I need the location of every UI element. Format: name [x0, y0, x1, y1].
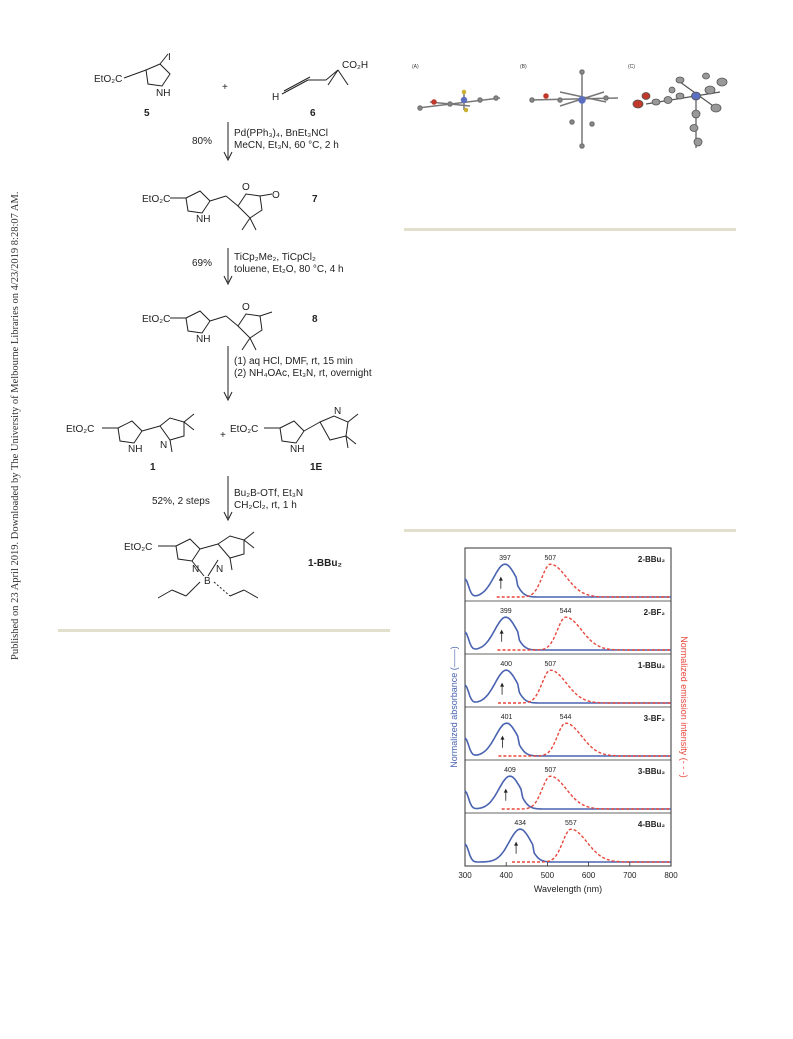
pyrroline-ring-1e — [320, 416, 348, 440]
compound-name-label: 2-BF₂ — [643, 608, 665, 617]
product-n1: N — [192, 564, 200, 575]
y-axis-left-label: Normalized absorbance (——) — [449, 646, 459, 768]
absorbance-curve — [465, 564, 671, 597]
step2-reagents: TiCp₂Me₂, TiCpCl₂ — [234, 252, 316, 263]
panel-c-label: (C) — [628, 64, 635, 70]
c1-group: EtO₂C — [66, 424, 95, 435]
c5-iodo: I — [168, 52, 171, 63]
synthesis-scheme — [58, 50, 398, 640]
panel-a-label: (A) — [412, 64, 419, 70]
x-axis-label: Wavelength (nm) — [533, 884, 603, 894]
furan-ring-8 — [238, 314, 262, 338]
c8-ring-o: O — [242, 302, 250, 313]
step1-conditions: MeCN, Et₃N, 60 °C, 2 h — [234, 140, 339, 151]
c5-group: EtO₂C — [94, 74, 123, 85]
spectrum-panel — [465, 654, 671, 703]
scheme-svg — [58, 50, 398, 640]
compound-name-label: 3-BBu₂ — [637, 767, 665, 776]
chart-panels — [465, 555, 671, 862]
side-note-svg — [0, 0, 30, 1039]
label-1: 1 — [150, 462, 156, 473]
c1-nh: NH — [128, 444, 143, 455]
x-tick-label: 800 — [664, 871, 678, 880]
absorbance-curve — [465, 617, 671, 650]
compound-name-label: 2-BBu₂ — [637, 555, 665, 564]
spectrum-panel — [465, 707, 671, 756]
side-note-text: Published on 23 April 2019. Downloaded by The University of Melbourne Libraries on 4/23/2019 8:28:07 AM. — [10, 191, 21, 660]
label-7: 7 — [312, 194, 318, 205]
step4-conditions: CH₂Cl₂, rt, 1 h — [234, 500, 297, 511]
step1-reagents: Pd(PPh₃)₄, BnEt₃NCl — [234, 128, 328, 139]
step3-line2: (2) NH₄OAc, Et₃N, rt, overnight — [234, 368, 372, 379]
em-peak-label: 557 — [565, 820, 577, 828]
crystal-structures — [410, 62, 735, 162]
crystal-structure-b — [530, 70, 618, 148]
pyrrole-ring-8 — [186, 311, 210, 333]
excitation-arrowhead — [500, 736, 504, 740]
download-side-note — [0, 0, 30, 1039]
c6-acid: CO₂H — [342, 60, 369, 71]
spectrum-panel — [465, 813, 671, 862]
spectrum-panel — [465, 760, 671, 809]
absorbance-curve — [465, 723, 671, 756]
absorbance-curve — [465, 829, 671, 862]
c1e-group: EtO₂C — [230, 424, 259, 435]
absorbance-curve — [465, 776, 671, 809]
separator-crystal — [404, 228, 736, 231]
pyrroline-ring-1 — [160, 418, 184, 440]
c7-nh: NH — [196, 214, 211, 225]
em-peak-label: 507 — [544, 767, 557, 775]
step1-yield: 80% — [192, 136, 213, 147]
c6-h: H — [272, 92, 280, 103]
x-tick-label: 300 — [458, 871, 472, 880]
label-5: 5 — [144, 108, 150, 119]
separator-spectra — [404, 529, 736, 532]
excitation-arrowhead — [500, 683, 504, 687]
pyrroline-ring-product — [218, 536, 244, 558]
step3-line1: (1) aq HCl, DMF, rt, 15 min — [234, 356, 353, 367]
c1e-nh: NH — [290, 444, 305, 455]
compound-name-label: 4-BBu₂ — [637, 820, 665, 829]
em-peak-label: 544 — [559, 608, 572, 616]
c8-group: EtO₂C — [142, 314, 171, 325]
abs-peak-label: 397 — [499, 555, 511, 563]
product-b: B — [204, 576, 211, 587]
x-tick-label: 600 — [581, 871, 596, 880]
crystal-structure-a — [418, 91, 500, 112]
abs-peak-label: 434 — [514, 820, 527, 828]
em-peak-label: 507 — [544, 555, 557, 563]
x-tick-label: 700 — [623, 871, 637, 880]
c1-n: N — [160, 440, 168, 451]
emission-curve — [512, 829, 670, 862]
c7-group: EtO₂C — [142, 194, 171, 205]
plus-sign-2: + — [220, 430, 226, 441]
c1e-n: N — [334, 406, 342, 417]
c5-nh: NH — [156, 88, 171, 99]
crystal-structure-c — [633, 73, 727, 148]
product-n2: N — [216, 564, 224, 575]
panel-b-label: (B) — [520, 64, 527, 70]
abs-peak-label: 400 — [500, 661, 513, 669]
pyrrole-ring-product — [176, 539, 200, 561]
c7-carbonyl-o: O — [272, 190, 280, 201]
excitation-arrowhead — [514, 842, 518, 846]
abs-peak-label: 401 — [500, 714, 513, 722]
step2-conditions: toluene, Et₂O, 80 °C, 4 h — [234, 264, 344, 275]
product-group: EtO₂C — [124, 542, 153, 553]
label-1e: 1E — [310, 462, 323, 473]
x-axis-ticks — [458, 862, 678, 880]
y-axis-right-label: Normalized emission intensity (- - -) — [679, 636, 689, 778]
absorption-emission-chart — [443, 540, 693, 900]
step4-reagents: Bu₂B-OTf, Et₃N — [234, 488, 304, 499]
plus-sign-1: + — [222, 82, 228, 93]
pyrrole-ring-7 — [186, 191, 210, 213]
abs-peak-label: 399 — [499, 608, 512, 616]
pyrrole-ring-1e — [280, 421, 304, 443]
compound-name-label: 1-BBu₂ — [637, 661, 665, 670]
step4-yield: 52%, 2 steps — [152, 496, 210, 507]
c7-ring-o: O — [242, 182, 250, 193]
lactone-ring-7 — [238, 194, 262, 218]
label-8: 8 — [312, 314, 318, 325]
compound-name-label: 3-BF₂ — [643, 714, 665, 723]
abs-peak-label: 409 — [504, 767, 516, 775]
step2-yield: 69% — [192, 258, 213, 269]
excitation-arrowhead — [500, 630, 504, 634]
crystal-svg — [410, 62, 735, 162]
em-peak-label: 507 — [544, 661, 557, 669]
label-product: 1-BBu₂ — [308, 558, 342, 569]
absorbance-curve — [465, 670, 671, 703]
label-6: 6 — [310, 108, 316, 119]
x-tick-label: 500 — [540, 871, 555, 880]
pyrrole-ring-5 — [146, 64, 170, 86]
c8-nh: NH — [196, 334, 211, 345]
chart-svg — [443, 540, 693, 900]
x-tick-label: 400 — [499, 871, 513, 880]
pyrrole-ring-1 — [118, 421, 142, 443]
excitation-arrowhead — [499, 577, 503, 581]
excitation-arrowhead — [504, 789, 508, 793]
spectrum-panel — [465, 555, 671, 597]
spectrum-panel — [465, 601, 671, 650]
em-peak-label: 544 — [559, 714, 572, 722]
